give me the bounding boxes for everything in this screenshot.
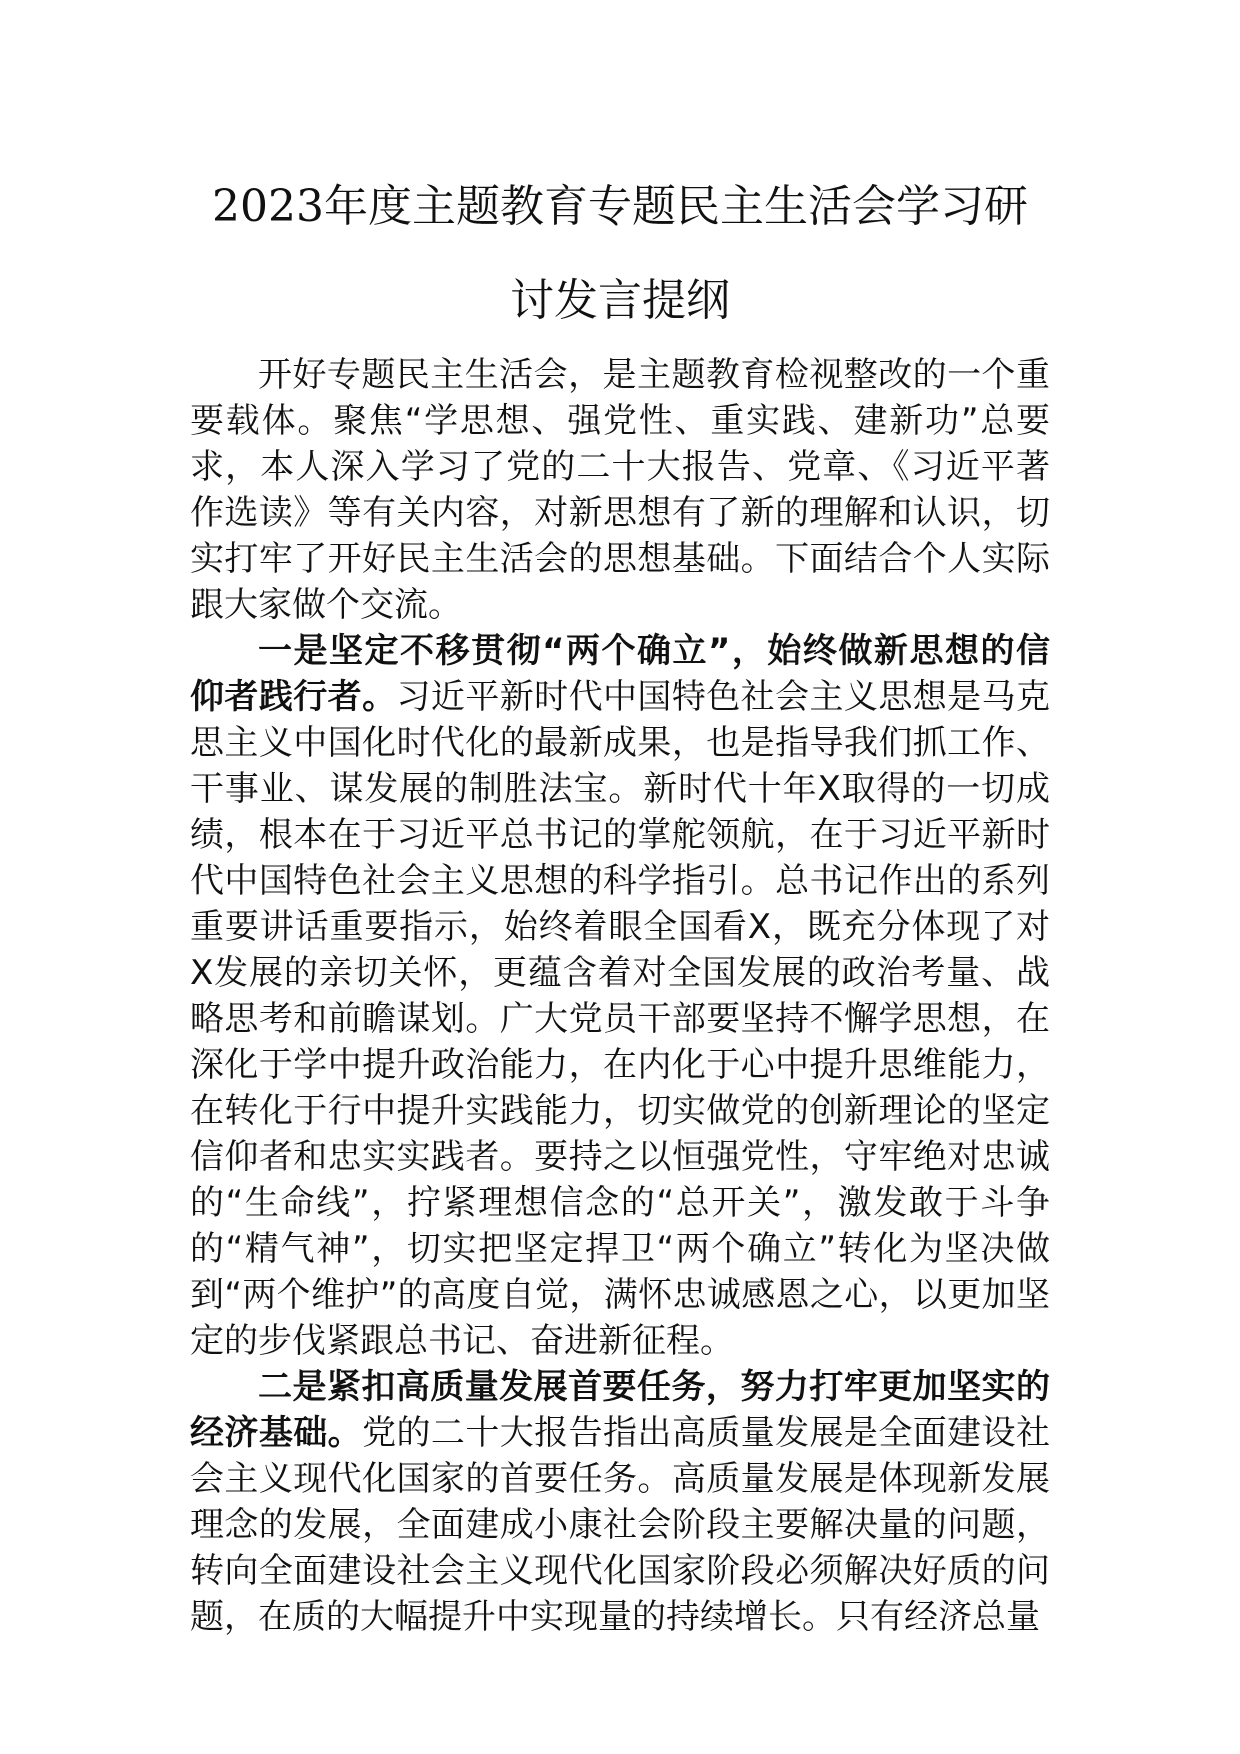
- paragraph-text: 开好专题民主生活会，是主题教育检视整改的一个重要载体。聚焦“学思想、强党性、重实践、建新功”总要求，本人深入学习了党的二十大报告、党章、《习近平著作选读》等有关内容，对新思想有了新的理解和认识，切实打牢了开好民主生活会的思想基础。下面结合个人实际跟大家做个交流。: [190, 355, 1050, 625]
- document-title: [190, 160, 1050, 348]
- paragraph-text: 习近平新时代中国特色社会主义思想是马克思主义中国化时代化的最新成果，也是指导我们抓工作、干事业、谋发展的制胜法宝。新时代十年X取得的一切成绩，根本在于习近平总书记的掌舵领航，在于习近平新时代中国特色社会主义思想的科学指引。总书记作出的系列重要讲话重要指示，始终着眼全国看X，既充分体现了对X发展的亲切关怀，更蕴含着对全国发展的政治考量、战略思考和前瞻谋划。广大党员干部要坚持不懈学思想，在深化于学中提升政治能力，在内化于心中提升思维能力，在转化于行中提升实践能力，切实做党的创新理论的坚定信仰者和忠实实践者。要持之以恒强党性，守牢绝对忠诚的“生命线”，拧紧理想信念的“总开关”，激发敢于斗争的“精气神”，切实把坚定捍卫“两个确立”转化为坚决做到“两个维护”的高度自觉，满怀忠诚感恩之心，以更加坚定的步伐紧跟总书记、奋进新征程。: [190, 677, 1050, 1361]
- document-page: [190, 160, 1050, 1640]
- paragraph-point-2: [190, 1364, 1050, 1640]
- paragraph-text: 党的二十大报告指出高质量发展是全面建设社会主义现代化国家的首要任务。高质量发展是体现新发展理念的发展，全面建成小康社会阶段主要解决量的问题，转向全面建设社会主义现代化国家阶段必须解决好质的问题，在质的大幅提升中实现量的持续增长。只有经济总量: [190, 1413, 1051, 1637]
- document-title-line-2: 讨发言提纲: [510, 275, 730, 326]
- paragraph-point-1: [190, 628, 1050, 1364]
- document-title-line-1: 2023年度主题教育专题民主生活会学习研: [212, 181, 1028, 232]
- paragraph-intro: [190, 352, 1050, 628]
- document-body: [190, 352, 1050, 1640]
- paragraph-lead: 一是坚定不移贯彻“两个确立”，始终做新思想的信仰者践行者。: [190, 631, 1050, 717]
- paragraph-lead: 二是紧扣高质量发展首要任务，努力打牢更加坚实的经济基础。: [190, 1367, 1050, 1453]
